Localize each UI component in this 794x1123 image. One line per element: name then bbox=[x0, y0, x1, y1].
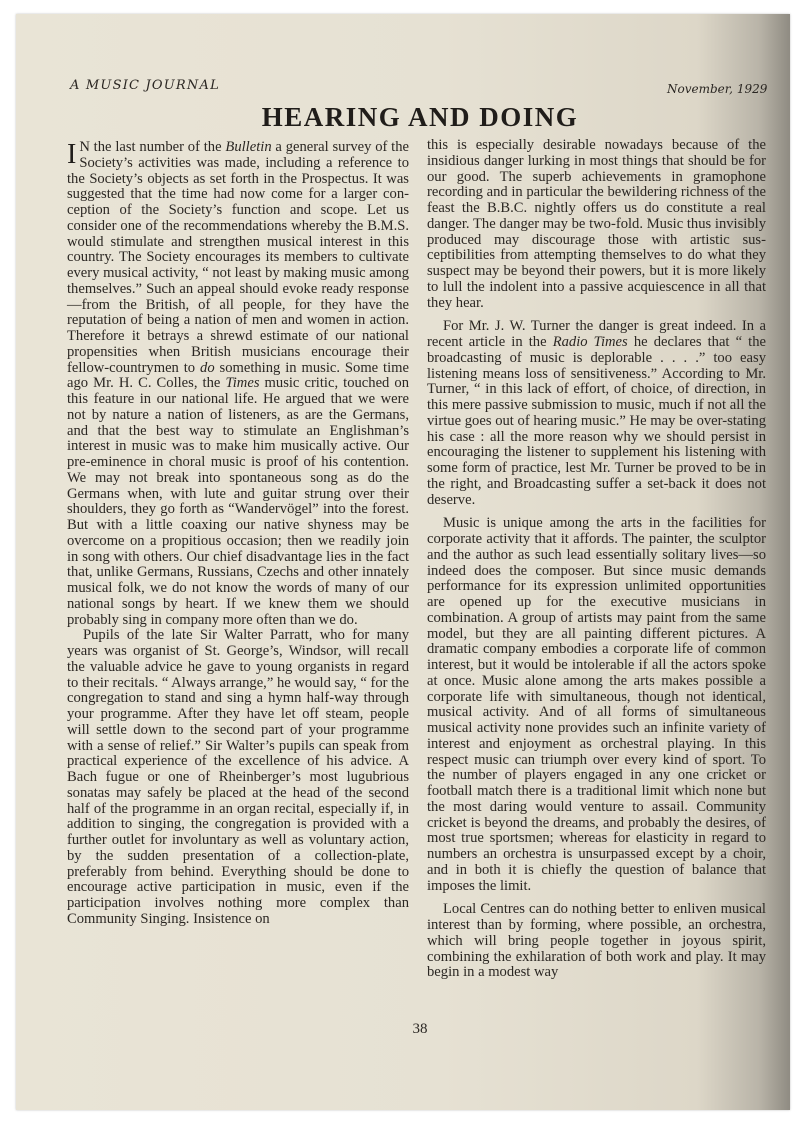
paragraph: For Mr. J. W. Turner the danger is great indeed. In a recent article in the Radio Times he declares that “ the broadcasting of music is deplorable . . . .” too easy listening means loss of sensitiveness.” According to Mr. Turner, “ in this lack of effort, of choice, of direction, in this mere passive submission to music, much if not all the virtue goes out of hearing music.” He may be over-stating his case : all the more reason why we should persist in encouraging the listener to supplement his listening with some form of practice, lest Mr. Turner be proved to be in the right, and Broadcasting suffer a set-back it does not deserve. bbox=[427, 318, 766, 508]
running-header-date: November, 1929 bbox=[667, 82, 768, 96]
paragraph: Local Centres can do nothing better to enliven musical interest than by forming, where possible, an orchestra, which will bring people together in joyous spirit, combining the exhilaration of both work and play. It may begin in a modest way bbox=[427, 901, 766, 981]
paragraph: I N the last number of the Bulletin a general survey of the Society’s activities was made, including a reference to the Society’s objects as set forth in the Prospectus. It was suggested that the time had now come for a larger conception of the Society’s function and scope. Let us consider one of the recommendations whereby the B.M.S. would stimulate and strengthen musical interest in this country. The Society encourages its members to cultivate every musical activity, “ not least by making music among themselves.” Such an appeal should evoke ready response—from the British, of all people, for they have the reputation of being a nation of men and women in action. Therefore it betrays a shrewd estimate of our national propensities when British musicians encourage their fellow-countrymen to do something in music. Some time ago Mr. H. C. Colles, the Times music critic, touched on this feature in our national life. He argued that we were not by nature a nation of listeners, as are the Germans, and that the best way to stimulate an Englishman’s interest in music was to make him musically active. Our pre-eminence in choral music is proof of his contention. We may not break into spontaneous song as do the Germans when, with lute and guitar strung over their shoulders, they go forth as “Wandervögel” into the forest. But with a little coaxing our native shyness may be overcome on a propitious occasion; then we readily join in song with others. Our chief disadvantage lies in the fact that, unlike Germans, Russians, Czechs and other innately musical folk, we do not know the words of many of our national songs by heart. If we knew them we should probably sing in company more often than we do. bbox=[67, 139, 409, 628]
page-number: 38 bbox=[412, 1021, 428, 1037]
paragraph: Music is unique among the arts in the facilities for corporate activity that it affords. The painter, the sculptor and the author as such lead essentially solitary lives—so indeed does the composer. But since music demands performance for its expression unlimited opportunities are opened up for the executive musicians in combination. A group of artists may paint from the same model, but they are all painting different pictures. A dramatic company embodies a corporate life of common interest, but it would be intolerable if all the actors spoke at once. Music alone among the arts makes possible a corporate life with simultaneous, though not identical, musical activity. And of all forms of simultaneous musical activity none provides such an infinite variety of interest and enjoyment as orchestral playing. In this respect music can triumph over every kind of sport. To the number of players engaged in any one cricket or football match there is a traditional limit which none but the most daring would venture to assail. Community cricket is beyond the dreams, and probably the desires, of most true sportsmen; whereas for elasticity in regard to numbers an orchestra is unsurpassed except by a choir, and in both it is chiefly the question of balance that imposes the limit. bbox=[427, 515, 766, 894]
article-title: HEARING AND DOING bbox=[261, 102, 579, 132]
drop-cap: I bbox=[67, 139, 77, 170]
right-column bbox=[427, 138, 766, 981]
paragraph: this is especially desirable nowadays because of the insidious danger lurking in most things that should be for our good. The superb achievements in gramophone recording and in particular the bewildering richness of the feast the B.B.C. nightly offers us do constitute a real danger. The danger may be two-fold. Music thus invisibly produced may discourage those with artistic susceptibilities from attempting themselves to do what they suspect may be beyond their powers, but it is more likely to lull the indolent into a passive acquiescence in all that they hear. bbox=[427, 137, 766, 311]
running-header-journal: A MUSIC JOURNAL bbox=[70, 78, 220, 93]
paragraph: Pupils of the late Sir Walter Parratt, who for many years was organist of St. George’s, Windsor, will recall the valuable advice he gave to young organists in regard to their recitals. “ Always arrange,” he would say, “ for the congregation to stand and sing a hymn half-way through your programme. After they have let off steam, people will settle down to the second part of your programme with a sense of relief.” Sir Walter’s pupils can speak from practical experience of the excellence of his advice. A Bach fugue or one of Rheinberger’s most lugubrious sonatas may safely be placed at the head of the second half of the programme in an organ recital, especially if, in addition to singing, the congregation is provided with a further outlet for involuntary as well as voluntary action, by the sudden presentation of a collection-plate, preferably from behind. Everything should be done to encourage active participation in music, even if the participation involves nothing more complex than Community Singing. Insistence on bbox=[67, 627, 409, 927]
left-column bbox=[67, 140, 409, 928]
